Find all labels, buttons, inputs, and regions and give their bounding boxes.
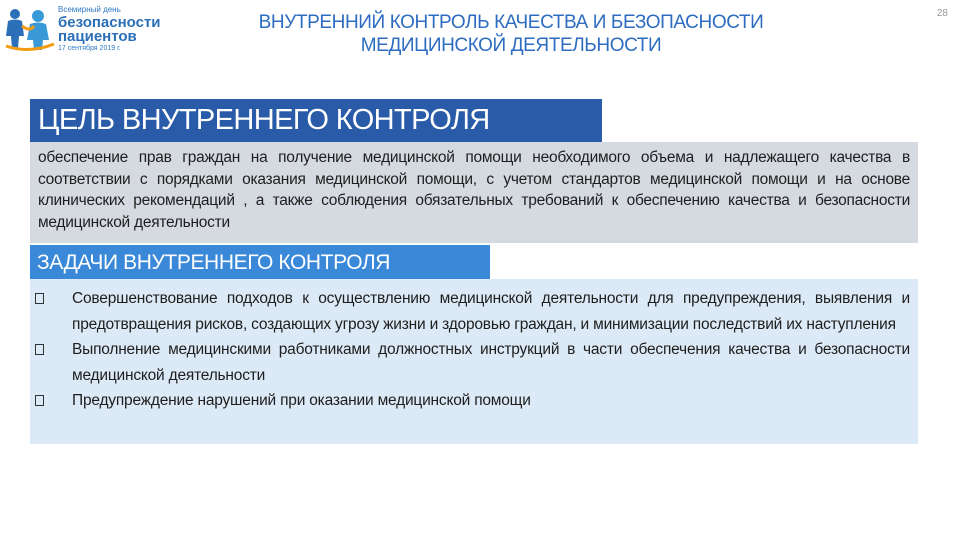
task-item xyxy=(30,286,910,337)
task-item xyxy=(30,388,910,414)
task-item-text: Предупреждение нарушений при оказании медицинской помощи xyxy=(72,392,531,409)
task-item-text: Выполнение медицинскими работниками должностных инструкций в части обеспечения качества и безопасности медицинской деятельности xyxy=(72,341,910,384)
logo-line-3: пациентов xyxy=(58,28,137,45)
logo-line-1: Всемирный день xyxy=(58,5,121,14)
patient-safety-logo-icon xyxy=(4,6,56,52)
checkbox-bullet-icon xyxy=(35,293,44,304)
slide-title xyxy=(210,11,812,57)
goal-heading: ЦЕЛЬ ВНУТРЕННЕГО КОНТРОЛЯ xyxy=(30,99,602,142)
slide-number: 28 xyxy=(936,8,948,19)
slide-title-line-1: ВНУТРЕННИЙ КОНТРОЛЬ КАЧЕСТВА И БЕЗОПАСНОСТИ xyxy=(258,12,764,33)
checkbox-bullet-icon xyxy=(35,395,44,406)
task-item xyxy=(30,337,910,388)
logo-line-4: 17 сентября 2019 г. xyxy=(58,45,121,52)
task-item-text: Совершенствование подходов к осуществлению медицинской деятельности для предупреждения, выявления и предотвращения рисков, создающих угрозу жизни и здоровью граждан, и минимизации последствий их наступления xyxy=(72,290,910,333)
tasks-list xyxy=(30,279,918,444)
logo xyxy=(4,4,174,54)
goal-text: обеспечение прав граждан на получение медицинской помощи необходимого объема и надлежащего качества в соответствии с порядками оказания медицинской помощи, с учетом стандартов медицинской помощи и на основе клинических рекомендаций , а также соблюдения обязательных требований к обеспечению качества и безопасности медицинской деятельности xyxy=(30,142,918,243)
slide-title-line-2: МЕДИЦИНСКОЙ ДЕЯТЕЛЬНОСТИ xyxy=(360,35,662,56)
logo-line-2: безопасности xyxy=(58,14,161,31)
tasks-heading: ЗАДАЧИ ВНУТРЕННЕГО КОНТРОЛЯ xyxy=(30,245,490,279)
checkbox-bullet-icon xyxy=(35,344,44,355)
